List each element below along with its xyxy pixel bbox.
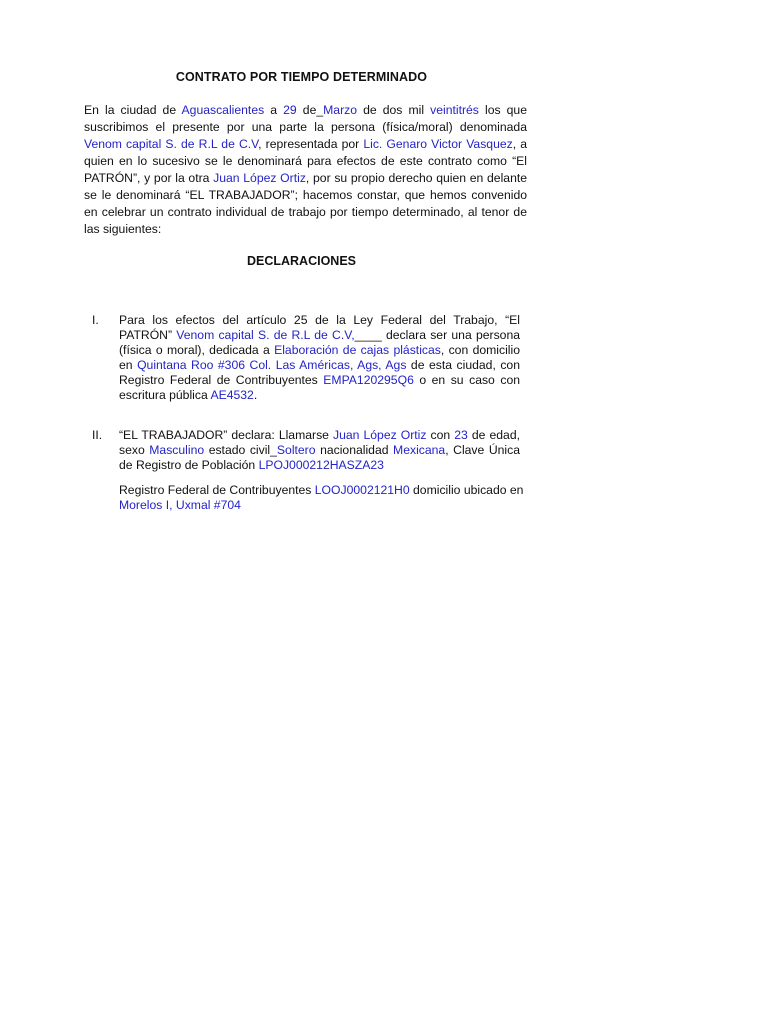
edad-value: 23 <box>454 428 468 442</box>
empresa-value: Venom capital S. de R.L de C.V <box>84 137 259 151</box>
escritura-value: AE4532 <box>210 388 254 402</box>
intro-text-8: , por su propio derecho quien en delante se le denominará “EL TRABAJADOR”; hacemos constar, que hemos convenido en celebrar un contrato individual de trabajo por tiempo determinado, al tenor de las siguientes: <box>84 171 528 236</box>
item2-text-2: con <box>426 428 455 442</box>
domicilio-value: Morelos I, Uxmal #704 <box>119 498 241 512</box>
dia-value: 29 <box>283 103 297 117</box>
item2-text-5: nacionalidad <box>315 443 394 457</box>
intro-text-4: de dos mil <box>357 103 431 117</box>
rfc-value: LOOJ0002121H0 <box>314 483 410 497</box>
declaraciones-heading: DECLARACIONES <box>246 254 357 268</box>
nacionalidad-value: Mexicana <box>393 443 446 457</box>
intro-text-2: a <box>264 103 284 117</box>
ciudad-value: Aguascalientes <box>181 103 265 117</box>
item1-text-1: Para los efectos del artículo 25 de la Ley Federal del Trabajo, “El PATRÓN” <box>119 313 520 342</box>
item2-text-7: Registro Federal de Contribuyentes <box>119 483 315 497</box>
item1-text-4: de esta ciudad, con Registro Federal de Contribuyentes <box>119 358 520 387</box>
representante-value: Lic. Genaro Victor Vasquez <box>363 137 513 151</box>
intro-text-6: , representada por <box>258 137 364 151</box>
anio-value: veintitrés <box>430 103 479 117</box>
empresa-value: Venom capital S. de R.L de C.V, <box>176 328 355 342</box>
item2-text-6: , Clave Única de Registro de Población <box>119 443 520 472</box>
sexo-value: Masculino <box>149 443 205 457</box>
item1-text-2: ____ declara ser una persona (física o moral), dedicada a <box>119 328 521 357</box>
declaracion-text <box>119 428 520 473</box>
giro-value: Elaboración de cajas plásticas <box>274 343 441 357</box>
intro-text-5: los que suscribimos el presente por una parte la persona (física/moral) denominada <box>84 103 527 134</box>
intro-text-3: de_ <box>296 103 324 117</box>
item1-text-5: o en su caso con escritura pública <box>119 373 520 402</box>
estado-civil-value: Soltero <box>276 443 316 457</box>
trabajador-value: Juan López Ortiz <box>213 171 306 185</box>
item1-text-6: . <box>253 388 258 402</box>
item2-text-8: domicilio ubicado en <box>409 483 524 497</box>
trabajador-rfc-paragraph <box>119 483 524 513</box>
item1-text-3: , con domicilio en <box>119 343 520 372</box>
intro-text-7: , a quien en lo sucesivo se le denominará para efectos de este contrato como “El PATRÓN”, y por la otra <box>84 137 528 185</box>
rfc-value: EMPA120295Q6 <box>323 373 414 387</box>
item2-text-4: estado civil_ <box>204 443 277 457</box>
curp-value: LPOJ000212HASZA23 <box>258 458 384 472</box>
document-title: CONTRATO POR TIEMPO DETERMINADO <box>175 70 428 84</box>
item2-text-1: “EL TRABAJADOR” declara: Llamarse <box>119 428 333 442</box>
intro-paragraph <box>84 102 527 238</box>
item2-text-3: de edad, sexo <box>119 428 520 457</box>
domicilio-value: Quintana Roo #306 Col. Las Américas, Ags, Ags <box>137 358 407 372</box>
intro-text-1: En la ciudad de <box>84 103 182 117</box>
item-number: II. <box>92 428 103 442</box>
declaracion-text <box>119 313 520 403</box>
mes-value: Marzo <box>323 103 358 117</box>
item-number: I. <box>92 313 99 327</box>
nombre-value: Juan López Ortiz <box>333 428 427 442</box>
